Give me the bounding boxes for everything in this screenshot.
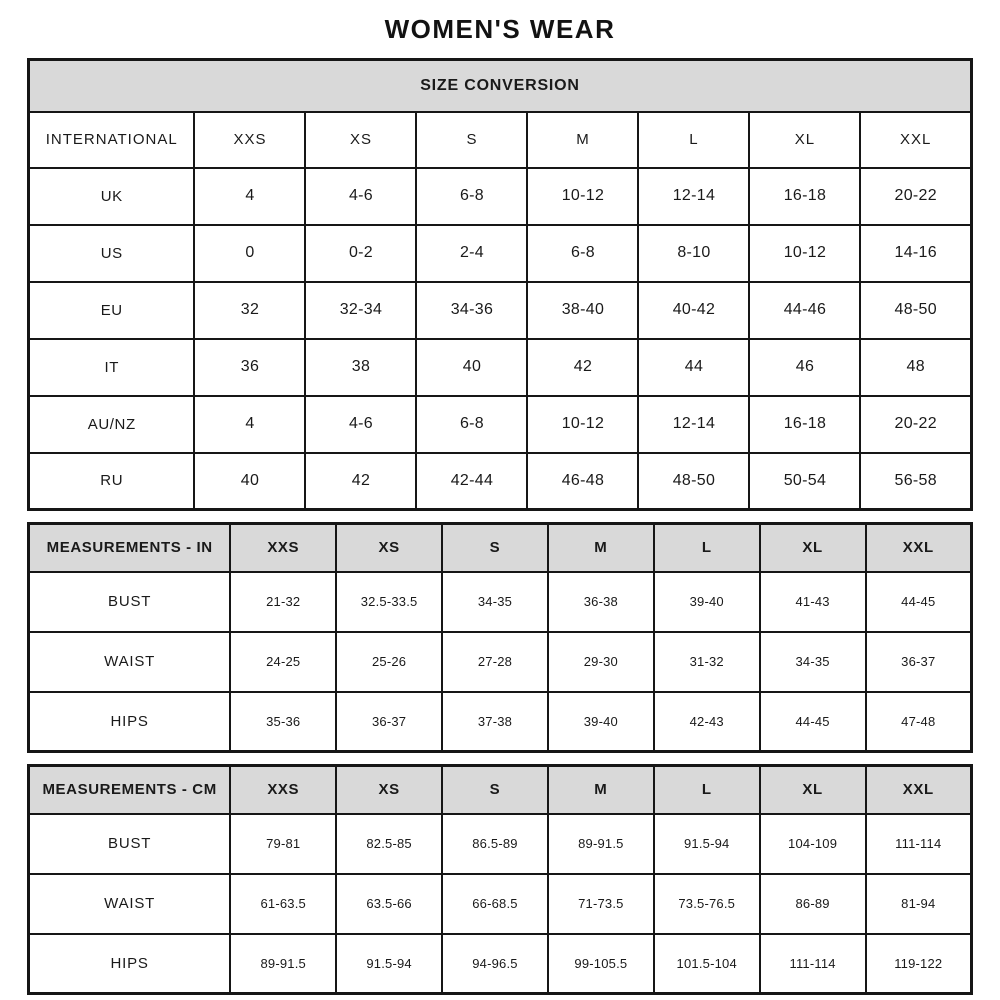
value-cell: 36-37 [336,692,442,752]
size-column-header: XS [336,766,442,814]
value-cell: 0-2 [305,225,416,282]
size-column-header: L [654,524,760,572]
table-title: MEASUREMENTS - CM [29,766,231,814]
value-cell: 21-32 [230,572,336,632]
value-cell: 37-38 [442,692,548,752]
size-column-header: L [654,766,760,814]
value-cell: 36 [194,339,305,396]
value-cell: 46 [749,339,860,396]
value-cell: 14-16 [860,225,971,282]
value-cell: 91.5-94 [336,934,442,994]
value-cell: 63.5-66 [336,874,442,934]
value-cell: 35-36 [230,692,336,752]
value-cell: 20-22 [860,168,971,225]
value-cell: 42-43 [654,692,760,752]
value-cell: 99-105.5 [548,934,654,994]
value-cell: 86.5-89 [442,814,548,874]
table-row [29,282,972,339]
value-cell: 44 [638,339,749,396]
value-cell: 2-4 [416,225,527,282]
size-column-header: M [548,524,654,572]
page-title: WOMEN'S WEAR [384,14,616,44]
corner-header: INTERNATIONAL [29,112,195,168]
value-cell: 44-46 [749,282,860,339]
value-cell: 101.5-104 [654,934,760,994]
size-column-header: XXS [194,112,305,168]
size-column-header: XXL [866,766,972,814]
value-cell: 82.5-85 [336,814,442,874]
value-cell: 24-25 [230,632,336,692]
value-cell: 86-89 [760,874,866,934]
value-cell: 42-44 [416,453,527,510]
value-cell: 34-36 [416,282,527,339]
value-cell: 32 [194,282,305,339]
table-row [29,632,972,692]
value-cell: 29-30 [548,632,654,692]
value-cell: 44-45 [760,692,866,752]
value-cell: 6-8 [416,168,527,225]
size-column-header: XS [336,524,442,572]
value-cell: 91.5-94 [654,814,760,874]
value-cell: 44-45 [866,572,972,632]
measurements-in-table [27,522,973,753]
value-cell: 81-94 [866,874,972,934]
table-title: MEASUREMENTS - IN [29,524,231,572]
value-cell: 32.5-33.5 [336,572,442,632]
value-cell: 56-58 [860,453,971,510]
value-cell: 36-38 [548,572,654,632]
row-label: UK [29,168,195,225]
value-cell: 8-10 [638,225,749,282]
table-row [29,339,972,396]
table-row [29,396,972,453]
table-row [29,874,972,934]
value-cell: 40 [416,339,527,396]
value-cell: 39-40 [548,692,654,752]
size-column-header: M [527,112,638,168]
size-column-header: XXL [866,524,972,572]
row-label: US [29,225,195,282]
size-column-header: XXS [230,766,336,814]
value-cell: 66-68.5 [442,874,548,934]
value-cell: 42 [305,453,416,510]
size-column-header: M [548,766,654,814]
value-cell: 38 [305,339,416,396]
row-label: BUST [29,814,231,874]
value-cell: 6-8 [416,396,527,453]
value-cell: 48-50 [860,282,971,339]
table-row [29,572,972,632]
size-column-header: XL [760,766,866,814]
size-column-header: S [442,766,548,814]
row-label: IT [29,339,195,396]
value-cell: 16-18 [749,168,860,225]
row-label: AU/NZ [29,396,195,453]
value-cell: 6-8 [527,225,638,282]
size-column-header: XXS [230,524,336,572]
value-cell: 10-12 [527,396,638,453]
table-row [29,168,972,225]
value-cell: 25-26 [336,632,442,692]
value-cell: 40-42 [638,282,749,339]
row-label: BUST [29,572,231,632]
value-cell: 38-40 [527,282,638,339]
value-cell: 50-54 [749,453,860,510]
value-cell: 4 [194,396,305,453]
value-cell: 71-73.5 [548,874,654,934]
value-cell: 12-14 [638,396,749,453]
value-cell: 47-48 [866,692,972,752]
size-column-header: S [416,112,527,168]
value-cell: 79-81 [230,814,336,874]
size-column-header: XL [760,524,866,572]
value-cell: 34-35 [442,572,548,632]
value-cell: 0 [194,225,305,282]
row-label: RU [29,453,195,510]
value-cell: 20-22 [860,396,971,453]
value-cell: 4-6 [305,168,416,225]
value-cell: 32-34 [305,282,416,339]
value-cell: 46-48 [527,453,638,510]
size-column-header: S [442,524,548,572]
value-cell: 94-96.5 [442,934,548,994]
table-row [29,692,972,752]
table-row [29,814,972,874]
value-cell: 104-109 [760,814,866,874]
table-title: SIZE CONVERSION [29,60,972,112]
value-cell: 12-14 [638,168,749,225]
size-column-header: XL [749,112,860,168]
row-label: EU [29,282,195,339]
value-cell: 89-91.5 [548,814,654,874]
row-label: HIPS [29,934,231,994]
table-row [29,225,972,282]
size-conversion-table [27,58,973,511]
value-cell: 89-91.5 [230,934,336,994]
value-cell: 34-35 [760,632,866,692]
value-cell: 111-114 [760,934,866,994]
value-cell: 36-37 [866,632,972,692]
size-column-header: L [638,112,749,168]
size-column-header: XS [305,112,416,168]
row-label: WAIST [29,632,231,692]
value-cell: 119-122 [866,934,972,994]
value-cell: 48-50 [638,453,749,510]
value-cell: 41-43 [760,572,866,632]
value-cell: 4-6 [305,396,416,453]
row-label: HIPS [29,692,231,752]
value-cell: 42 [527,339,638,396]
value-cell: 16-18 [749,396,860,453]
table-row [29,453,972,510]
value-cell: 40 [194,453,305,510]
measurements-cm-table [27,764,973,995]
table-row [29,934,972,994]
value-cell: 4 [194,168,305,225]
value-cell: 61-63.5 [230,874,336,934]
value-cell: 48 [860,339,971,396]
value-cell: 31-32 [654,632,760,692]
size-column-header: XXL [860,112,971,168]
value-cell: 10-12 [749,225,860,282]
value-cell: 73.5-76.5 [654,874,760,934]
value-cell: 27-28 [442,632,548,692]
value-cell: 39-40 [654,572,760,632]
value-cell: 111-114 [866,814,972,874]
row-label: WAIST [29,874,231,934]
value-cell: 10-12 [527,168,638,225]
